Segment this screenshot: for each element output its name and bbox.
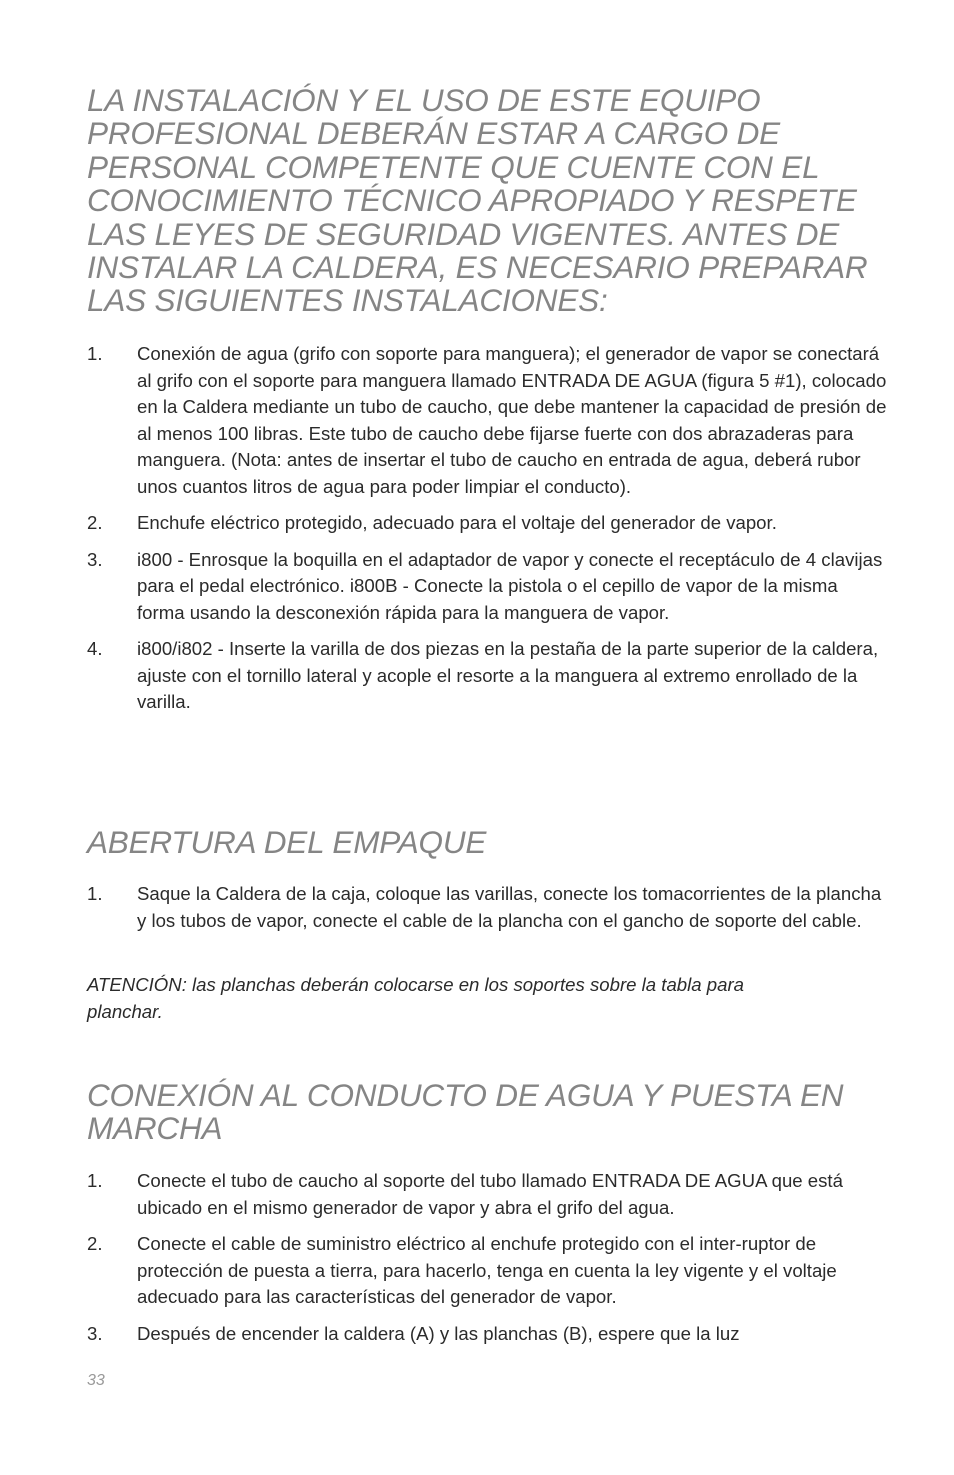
item-number: 2. bbox=[87, 1233, 103, 1254]
item-text: i800 - Enrosque la boquilla en el adaptador de vapor y conecte el receptáculo de 4 clavijas para el pedal electrónico. i800B - Conecte la pistola o el cepillo de vapor de la misma forma usando la desconexión rápida para la manguera de vapor. bbox=[137, 548, 883, 623]
page-number: 33 bbox=[87, 1372, 105, 1389]
list-item bbox=[87, 1231, 887, 1311]
list-item bbox=[87, 1168, 887, 1221]
list-item bbox=[87, 881, 887, 934]
list-item bbox=[87, 636, 887, 716]
item-number: 4. bbox=[87, 638, 103, 659]
item-text: Conecte el cable de suministro eléctrico al enchufe protegido con el inter-ruptor de protección de puesta a tierra, para hacerlo, tenga en cuenta la ley vigente y el voltaje adecuado para las características del generador de vapor. bbox=[137, 1233, 837, 1307]
item-text: i800/i802 - Inserte la varilla de dos piezas en la pestaña de la parte superior de la caldera, ajuste con el tornillo lateral y acople el resorte a la manguera al extremo enrollado de la varilla. bbox=[137, 638, 879, 712]
item-text: Conecte el tubo de caucho al soporte del tubo llamado ENTRADA DE AGUA que está ubicado en el mismo generador de vapor y abra el grifo del agua. bbox=[137, 1170, 843, 1218]
item-number: 1. bbox=[87, 343, 103, 364]
item-number: 3. bbox=[87, 1322, 103, 1344]
list-item bbox=[87, 547, 887, 627]
list-item bbox=[87, 1321, 887, 1348]
installation-list bbox=[87, 341, 887, 726]
item-number: 3. bbox=[87, 548, 103, 570]
unpacking-heading: ABERTURA DEL EMPAQUE bbox=[87, 824, 487, 860]
item-number: 1. bbox=[87, 883, 103, 904]
item-number: 1. bbox=[87, 1170, 103, 1191]
item-text: Enchufe eléctrico protegido, adecuado para el voltaje del generador de vapor. bbox=[137, 512, 777, 533]
attention-note: ATENCIÓN: las planchas deberán colocarse en los soportes sobre la tabla para planchar. bbox=[87, 974, 744, 1022]
water-connection-list bbox=[87, 1168, 887, 1357]
item-text: Conexión de agua (grifo con soporte para manguera); el generador de vapor se conectará al grifo con el soporte para manguera llamado ENTRADA DE AGUA (figura 5 #1), colocado en la Caldera mediante un tubo de caucho, que debe mantener la capacidad de presión de al menos 100 libras. Este tubo de caucho debe fijarse fuerte con dos abrazaderas para manguera. (Nota: antes de insertar el tubo de caucho en entrada de agua, deberá rubor unos cuantos litros de agua para poder limpiar el conducto). bbox=[137, 343, 887, 497]
item-text: Saque la Caldera de la caja, coloque las varillas, conecte los tomacorrientes de la plancha y los tubos de vapor, conecte el cable de la plancha con el gancho de soporte del cable. bbox=[137, 883, 882, 931]
item-number: 2. bbox=[87, 512, 103, 533]
item-text: Después de encender la caldera (A) y las planchas (B), espere que la luz bbox=[137, 1322, 740, 1344]
water-connection-heading: CONEXIÓN AL CONDUCTO DE AGUA Y PUESTA EN MARCHA bbox=[87, 1077, 844, 1147]
unpacking-list bbox=[87, 881, 887, 944]
list-item bbox=[87, 341, 887, 500]
list-item bbox=[87, 510, 887, 537]
intro-heading: LA INSTALACIÓN Y EL USO DE ESTE EQUIPO PROFESIONAL DEBERÁN ESTAR A CARGO DE PERSONAL COMPETENTE QUE CUENTE CON EL CONOCIMIENTO TÉCNICO APROPIADO Y RESPETE LAS LEYES DE SEGURIDAD VIGENTES. ANTES DE INSTALAR LA CALDERA, ES NECESARIO PREPARAR LAS SIGUIENTES INSTALACIONES: bbox=[87, 82, 868, 319]
